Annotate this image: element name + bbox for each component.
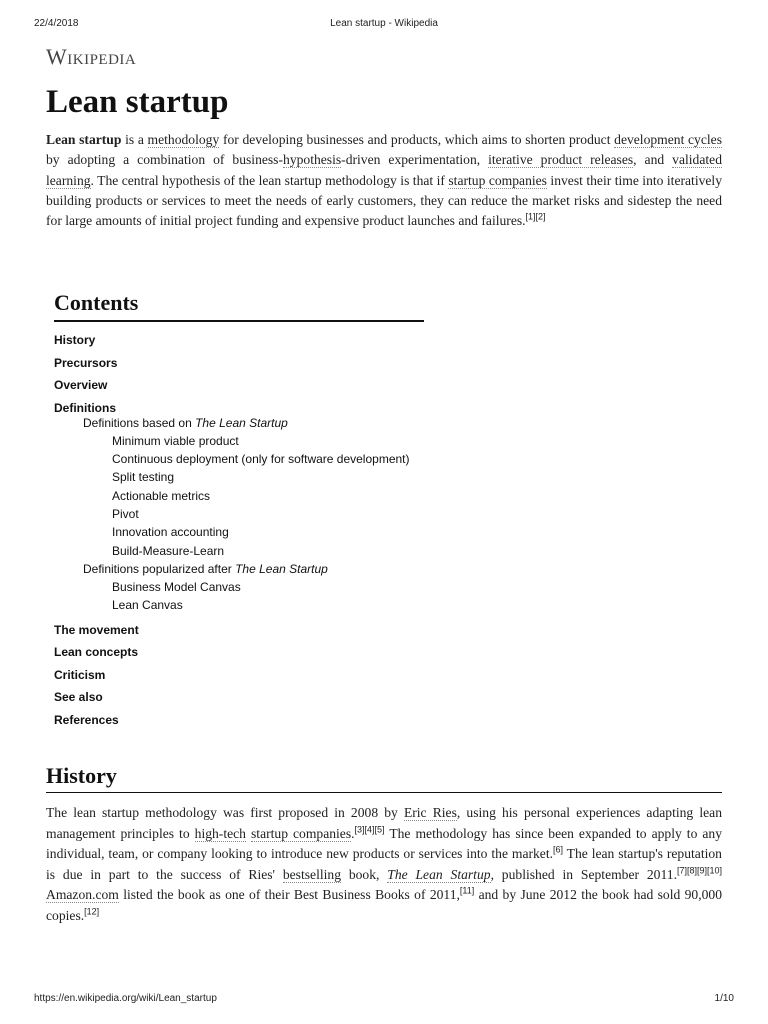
lede-text: is a bbox=[121, 132, 148, 147]
toc-item-build-measure-learn[interactable]: Build-Measure-Learn bbox=[112, 543, 225, 558]
toc-item-innovation-accounting[interactable]: Innovation accounting bbox=[112, 525, 229, 540]
lede-bold-term: Lean startup bbox=[46, 132, 122, 147]
history-citation[interactable]: [3][4][5] bbox=[354, 823, 385, 834]
link-startup-companies[interactable]: startup companies bbox=[251, 825, 352, 841]
book-title: The Lean Startup bbox=[387, 866, 491, 882]
history-text: , published in September 2011. bbox=[490, 866, 677, 882]
lede-citation[interactable]: [1][2] bbox=[525, 211, 546, 222]
print-header bbox=[34, 18, 734, 32]
lede-text: for developing businesses and products, which aims to shorten product bbox=[219, 132, 615, 147]
history-text: The methodology has since been expanded to apply to any individual, team, or company looking to introduce new products or services into the market. bbox=[46, 825, 723, 861]
link-eric-ries[interactable]: Eric Ries bbox=[403, 805, 457, 820]
toc-item-lean-canvas[interactable]: Lean Canvas bbox=[112, 598, 183, 613]
lede-paragraph bbox=[46, 130, 722, 231]
history-text: and by June 2012 the book had sold 90,000 copies. bbox=[46, 887, 722, 923]
lede-text: , and bbox=[633, 152, 673, 168]
print-footer bbox=[34, 993, 734, 1007]
toc-item-pivot[interactable]: Pivot bbox=[112, 506, 139, 521]
wikipedia-wordmark[interactable]: Wikipedia bbox=[46, 44, 137, 69]
link-bestselling[interactable]: bestselling bbox=[282, 866, 341, 882]
link-methodology[interactable]: methodology bbox=[147, 132, 220, 147]
toc-label: Definitions popularized after bbox=[83, 561, 236, 576]
toc-label: Definitions based on bbox=[83, 415, 196, 430]
link-the-lean-startup-book[interactable] bbox=[387, 867, 490, 883]
print-page-number: 1/10 bbox=[714, 993, 734, 1004]
link-high-tech[interactable]: high-tech bbox=[194, 825, 246, 841]
toc-book-title: The Lean Startup bbox=[195, 415, 288, 430]
history-text: The lean startup methodology was first proposed in 2008 by bbox=[46, 805, 404, 820]
toc-title: Contents bbox=[54, 290, 424, 322]
toc-item-overview[interactable]: Overview bbox=[54, 378, 108, 392]
history-citation[interactable]: [12] bbox=[84, 905, 100, 916]
toc-item-definitions[interactable]: Definitions bbox=[54, 400, 116, 415]
link-amazon[interactable]: Amazon.com bbox=[46, 887, 119, 902]
toc-item-criticism[interactable]: Criticism bbox=[54, 667, 106, 682]
history-text: , using his personal experiences adapting lean management principles to bbox=[46, 805, 722, 841]
toc-item-references[interactable]: References bbox=[54, 712, 119, 727]
print-date: 22/4/2018 bbox=[34, 18, 79, 29]
toc-item-see-also[interactable]: See also bbox=[54, 690, 103, 705]
history-text: book, bbox=[341, 866, 388, 882]
history-citation[interactable]: [7][8][9][10] bbox=[676, 864, 722, 875]
history-citation[interactable]: [6] bbox=[553, 844, 564, 855]
toc-item-split-testing[interactable]: Split testing bbox=[112, 470, 175, 485]
history-text: The lean startup's reputation is due in part to the success of Ries' bbox=[46, 846, 722, 882]
toc-item-precursors[interactable]: Precursors bbox=[54, 355, 118, 370]
history-paragraph bbox=[46, 803, 722, 926]
toc-item-definitions-based-on[interactable] bbox=[54, 414, 424, 432]
toc-item-definitions-popularized[interactable] bbox=[54, 560, 424, 578]
history-citation[interactable]: [11] bbox=[459, 885, 475, 896]
print-title: Lean startup - Wikipedia bbox=[330, 18, 438, 29]
table-of-contents bbox=[54, 290, 424, 731]
toc-item-the-movement[interactable]: The movement bbox=[54, 622, 139, 637]
lede-text: -driven experimentation, bbox=[341, 152, 489, 168]
lede-text: invest their time into iteratively building products or services to meet the needs of early customers, they can reduce the market risks and sidestep the need for large amounts of initial project funding and expensive product launches and failures. bbox=[46, 172, 722, 229]
history-text: listed the book as one of their Best Business Books of 2011, bbox=[118, 887, 460, 902]
toc-item-history[interactable]: History bbox=[54, 333, 96, 347]
section-heading-history: History bbox=[46, 763, 722, 793]
link-validated-learning[interactable]: validated learning bbox=[46, 152, 722, 188]
toc-item-mvp[interactable]: Minimum viable product bbox=[112, 433, 239, 448]
history-text: . bbox=[351, 825, 355, 841]
page-title: Lean startup bbox=[46, 84, 229, 120]
lede-text: . The central hypothesis of the lean startup methodology is that if bbox=[90, 172, 449, 188]
print-url: https://en.wikipedia.org/wiki/Lean_startup bbox=[34, 993, 217, 1004]
lede-text: by adopting a combination of business- bbox=[46, 152, 284, 168]
link-development-cycles[interactable]: development cycles bbox=[614, 132, 722, 147]
link-startup-companies[interactable]: startup companies bbox=[448, 172, 547, 188]
toc-item-lean-concepts[interactable]: Lean concepts bbox=[54, 645, 139, 660]
toc-book-title: The Lean Startup bbox=[235, 561, 328, 576]
toc-item-actionable-metrics[interactable]: Actionable metrics bbox=[112, 488, 211, 503]
toc-item-continuous-deployment[interactable]: Continuous deployment (only for software development) bbox=[112, 452, 410, 467]
toc-item-business-model-canvas[interactable]: Business Model Canvas bbox=[112, 580, 241, 595]
link-iterative-releases[interactable]: iterative product releases bbox=[488, 152, 634, 168]
link-hypothesis[interactable]: hypothesis bbox=[283, 152, 342, 168]
